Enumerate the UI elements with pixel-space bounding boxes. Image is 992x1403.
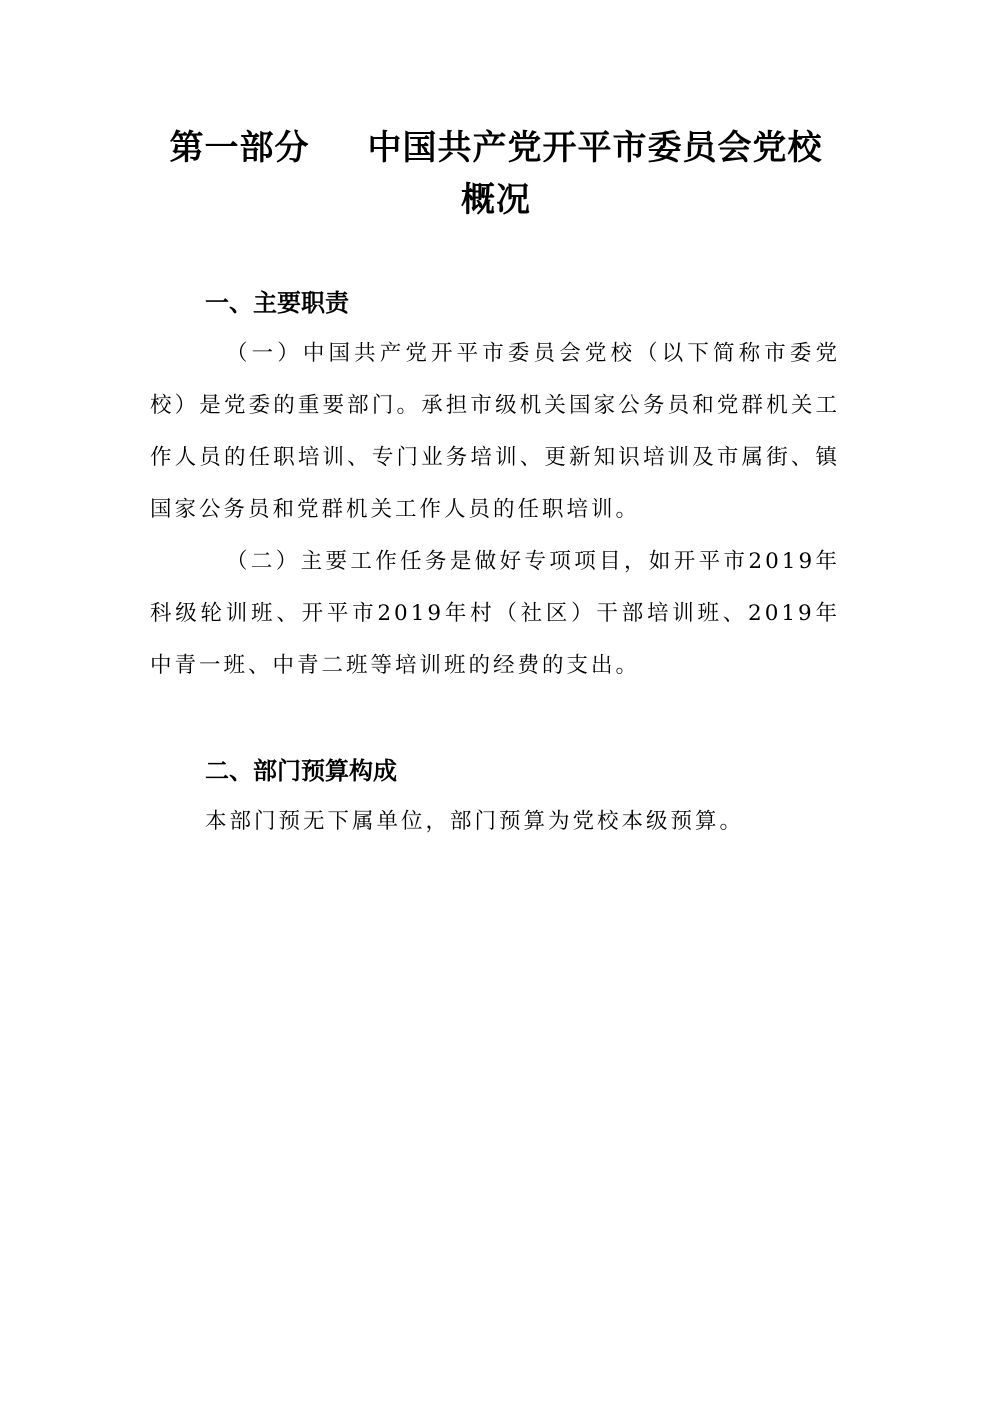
- page-title-line2: 概况: [461, 180, 531, 220]
- title-organization-name: 中国共产党开平市委员会党校: [367, 128, 823, 168]
- paragraph-duty-one: （一）中国共产党开平市委员会党校（以下简称市委党校）是党委的重要部门。承担市级机关国家公务员和党群机关工作人员的任职培训、专门业务培训、更新知识培训及市属街、镇国家公务员和党群机关工作人员的任职培训。: [150, 341, 840, 522]
- paragraph-duty-two: （二）主要工作任务是做好专项项目，如开平市2019年科级轮训班、开平市2019年村（社区）干部培训班、2019年中青一班、中青二班等培训班的经费的支出。: [150, 549, 840, 678]
- section-heading-main-duties: 一、主要职责: [205, 289, 349, 317]
- paragraph-budget-composition: 本部门预无下属单位，部门预算为党校本级预算。: [205, 809, 745, 834]
- section-heading-budget-composition: 二、部门预算构成: [205, 757, 397, 785]
- page-title: [150, 128, 842, 168]
- title-part-label: 第一部分: [169, 128, 310, 168]
